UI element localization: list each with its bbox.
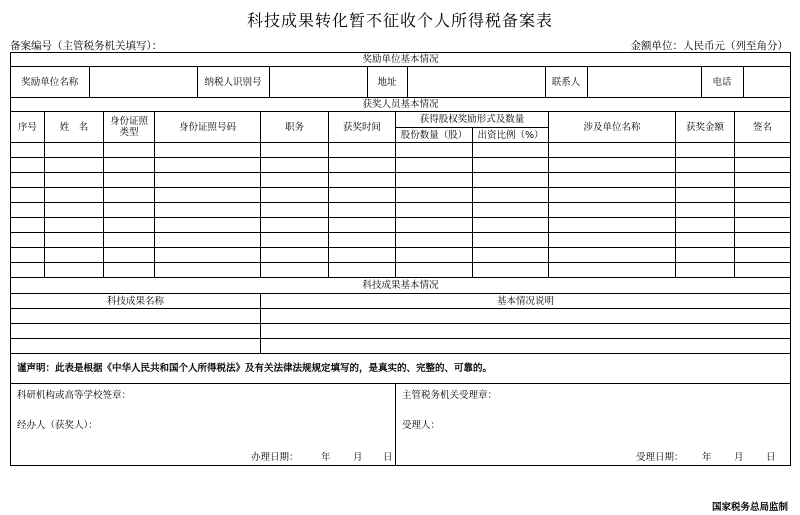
phone-label: 电话 <box>701 67 743 97</box>
person-cell[interactable] <box>45 218 104 233</box>
table-row <box>11 203 791 218</box>
unit-name-field[interactable] <box>89 67 197 97</box>
person-cell[interactable] <box>329 233 396 248</box>
section-achievement: 科技成果基本情况 <box>11 278 791 294</box>
people-header-row <box>11 112 791 128</box>
person-cell[interactable] <box>11 263 45 278</box>
col-ratio: 出资比例（%） <box>473 128 549 143</box>
person-cell[interactable] <box>676 203 735 218</box>
table-row <box>11 173 791 188</box>
declaration: 谨声明：此表是根据《中华人民共和国个人所得税法》及有关法律法规规定填写的，是真实的、完整的、可靠的。 <box>11 354 791 384</box>
form-title: 科技成果转化暂不征收个人所得税备案表 <box>246 11 553 30</box>
person-cell[interactable] <box>549 233 676 248</box>
person-cell[interactable] <box>11 203 45 218</box>
person-cell[interactable] <box>549 188 676 203</box>
person-cell[interactable] <box>396 188 473 203</box>
table-row <box>11 339 791 354</box>
person-cell[interactable] <box>104 188 155 203</box>
person-cell[interactable] <box>104 263 155 278</box>
person-cell[interactable] <box>104 158 155 173</box>
receive-day: 日 <box>766 452 776 463</box>
person-cell[interactable] <box>396 248 473 263</box>
achievement-name-cell[interactable] <box>11 339 261 354</box>
person-cell[interactable] <box>155 218 261 233</box>
achievement-desc-cell[interactable] <box>261 324 791 339</box>
person-cell[interactable] <box>261 248 329 263</box>
receive-month: 月 <box>734 452 744 463</box>
tax-id-field[interactable] <box>269 67 367 97</box>
address-field[interactable] <box>407 67 545 97</box>
achievement-desc-cell[interactable] <box>261 339 791 354</box>
receive-year: 年 <box>702 452 712 463</box>
section-unit: 奖励单位基本情况 <box>11 53 791 67</box>
person-cell[interactable] <box>549 203 676 218</box>
person-cell[interactable] <box>45 248 104 263</box>
person-cell[interactable] <box>329 158 396 173</box>
person-cell[interactable] <box>396 203 473 218</box>
address-label: 地址 <box>367 67 407 97</box>
col-id-no: 身份证照号码 <box>155 112 261 143</box>
person-cell[interactable] <box>676 248 735 263</box>
person-cell[interactable] <box>396 173 473 188</box>
person-cell[interactable] <box>473 173 549 188</box>
person-cell[interactable] <box>45 263 104 278</box>
person-cell[interactable] <box>104 248 155 263</box>
person-cell[interactable] <box>155 158 261 173</box>
person-cell[interactable] <box>735 203 791 218</box>
col-equity-group: 获得股权奖励形式及数量 <box>396 112 549 128</box>
phone-field[interactable] <box>743 67 791 97</box>
handler-label: 经办人（获奖人）： <box>17 420 98 431</box>
person-cell[interactable] <box>261 233 329 248</box>
person-cell[interactable] <box>261 143 329 158</box>
table-row <box>11 218 791 233</box>
receive-date-label: 受理日期： <box>636 452 684 463</box>
person-cell[interactable] <box>261 158 329 173</box>
person-cell[interactable] <box>396 263 473 278</box>
currency-label: 金额单位：人民币元（列至角分） <box>630 40 788 52</box>
person-cell[interactable] <box>45 188 104 203</box>
footer-issuer: 国家税务总局监制 <box>711 502 788 513</box>
handle-day: 日 <box>383 452 393 463</box>
table-row <box>11 309 791 324</box>
person-cell[interactable] <box>45 158 104 173</box>
col-position: 职务 <box>261 112 329 143</box>
handle-date-label: 办理日期： <box>251 452 299 463</box>
table-row <box>11 158 791 173</box>
tax-office-sign-area[interactable] <box>396 384 791 466</box>
person-cell[interactable] <box>261 203 329 218</box>
person-cell[interactable] <box>396 143 473 158</box>
person-cell[interactable] <box>549 248 676 263</box>
person-cell[interactable] <box>676 143 735 158</box>
school-seal-label: 科研机构或高等学校签章： <box>17 390 132 401</box>
filing-table <box>10 52 791 466</box>
table-row <box>11 248 791 263</box>
table-row <box>11 324 791 339</box>
person-cell[interactable] <box>11 248 45 263</box>
person-cell[interactable] <box>329 248 396 263</box>
person-cell[interactable] <box>329 188 396 203</box>
person-cell[interactable] <box>549 143 676 158</box>
tax-seal-label: 主管税务机关受理章： <box>402 390 498 401</box>
person-cell[interactable] <box>396 233 473 248</box>
person-cell[interactable] <box>155 203 261 218</box>
table-row <box>11 188 791 203</box>
person-cell[interactable] <box>104 203 155 218</box>
achievement-rows <box>11 309 791 354</box>
tax-id-label: 纳税人识别号 <box>197 67 269 97</box>
person-cell[interactable] <box>155 173 261 188</box>
unit-info-row <box>11 67 791 98</box>
person-cell[interactable] <box>45 143 104 158</box>
person-cell[interactable] <box>261 188 329 203</box>
col-amount: 获奖金额 <box>676 112 735 143</box>
person-cell[interactable] <box>155 188 261 203</box>
achievement-name-cell[interactable] <box>11 309 261 324</box>
person-cell[interactable] <box>329 143 396 158</box>
person-cell[interactable] <box>549 263 676 278</box>
person-cell[interactable] <box>45 203 104 218</box>
person-cell[interactable] <box>676 233 735 248</box>
person-cell[interactable] <box>473 233 549 248</box>
person-cell[interactable] <box>676 173 735 188</box>
person-cell[interactable] <box>11 218 45 233</box>
col-seq: 序号 <box>11 112 45 143</box>
person-cell[interactable] <box>676 188 735 203</box>
person-cell[interactable] <box>676 218 735 233</box>
handle-month: 月 <box>353 452 363 463</box>
col-shares: 股份数量（股） <box>396 128 473 143</box>
person-cell[interactable] <box>11 158 45 173</box>
person-cell[interactable] <box>396 158 473 173</box>
person-cell[interactable] <box>396 218 473 233</box>
person-cell[interactable] <box>676 263 735 278</box>
person-cell[interactable] <box>104 173 155 188</box>
person-cell[interactable] <box>11 233 45 248</box>
person-cell[interactable] <box>104 218 155 233</box>
person-cell[interactable] <box>735 173 791 188</box>
person-cell[interactable] <box>329 173 396 188</box>
table-row <box>11 233 791 248</box>
person-cell[interactable] <box>155 248 261 263</box>
person-cell[interactable] <box>329 218 396 233</box>
achievement-desc-cell[interactable] <box>261 309 791 324</box>
person-cell[interactable] <box>473 218 549 233</box>
person-cell[interactable] <box>329 263 396 278</box>
contact-field[interactable] <box>587 67 701 97</box>
person-cell[interactable] <box>735 248 791 263</box>
person-cell[interactable] <box>261 218 329 233</box>
section-people: 获奖人员基本情况 <box>11 98 791 112</box>
col-achievement-desc: 基本情况说明 <box>261 294 791 309</box>
col-award-time: 获奖时间 <box>329 112 396 143</box>
person-cell[interactable] <box>735 233 791 248</box>
person-cell[interactable] <box>549 218 676 233</box>
table-row <box>11 263 791 278</box>
person-rows <box>11 143 791 278</box>
person-cell[interactable] <box>735 218 791 233</box>
person-cell[interactable] <box>261 173 329 188</box>
person-cell[interactable] <box>155 233 261 248</box>
person-cell[interactable] <box>473 188 549 203</box>
person-cell[interactable] <box>549 158 676 173</box>
person-cell[interactable] <box>155 263 261 278</box>
handle-year: 年 <box>321 452 331 463</box>
contact-label: 联系人 <box>545 67 587 97</box>
unit-name-label: 奖励单位名称 <box>11 67 89 97</box>
col-achievement-name: 科技成果名称 <box>11 294 261 309</box>
person-cell[interactable] <box>735 143 791 158</box>
person-cell[interactable] <box>473 143 549 158</box>
person-cell[interactable] <box>735 158 791 173</box>
table-row <box>11 143 791 158</box>
person-cell[interactable] <box>45 173 104 188</box>
col-sign: 签名 <box>735 112 791 143</box>
person-cell[interactable] <box>11 143 45 158</box>
person-cell[interactable] <box>473 263 549 278</box>
person-cell[interactable] <box>104 143 155 158</box>
person-cell[interactable] <box>329 203 396 218</box>
person-cell[interactable] <box>261 263 329 278</box>
person-cell[interactable] <box>104 233 155 248</box>
person-cell[interactable] <box>11 173 45 188</box>
col-unit-name: 涉及单位名称 <box>549 112 676 143</box>
person-cell[interactable] <box>473 158 549 173</box>
person-cell[interactable] <box>155 143 261 158</box>
person-cell[interactable] <box>549 173 676 188</box>
record-no-label: 备案编号（主管税务机关填写）： <box>10 40 163 52</box>
person-cell[interactable] <box>473 203 549 218</box>
person-cell[interactable] <box>735 263 791 278</box>
col-id-type: 身份证照类型 <box>104 112 155 143</box>
col-name: 姓 名 <box>45 112 104 143</box>
school-sign-area[interactable] <box>11 384 396 466</box>
receiver-label: 受理人： <box>402 420 441 431</box>
person-cell[interactable] <box>676 158 735 173</box>
achievement-name-cell[interactable] <box>11 324 261 339</box>
person-cell[interactable] <box>473 248 549 263</box>
person-cell[interactable] <box>11 188 45 203</box>
person-cell[interactable] <box>45 233 104 248</box>
person-cell[interactable] <box>735 188 791 203</box>
